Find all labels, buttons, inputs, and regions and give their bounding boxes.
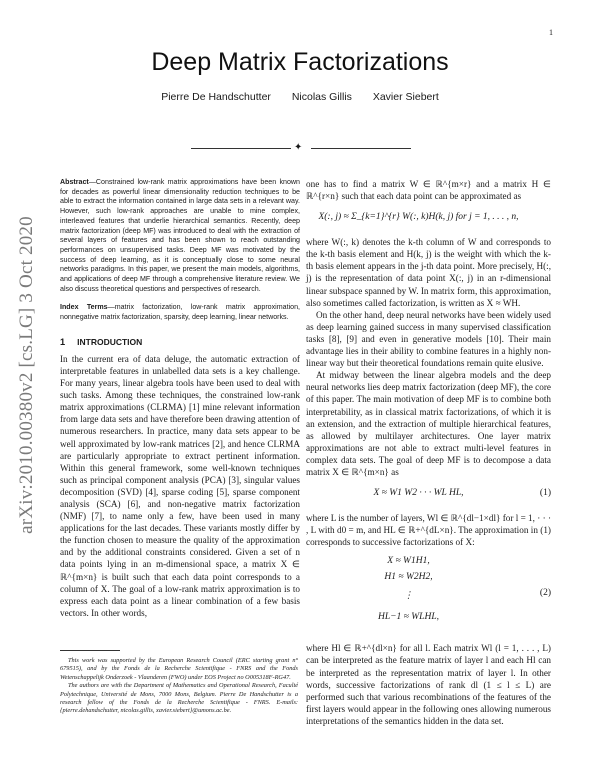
index-terms-label: Index Terms <box>60 303 108 312</box>
equation-1-math: X ≈ W1 W2 · · · WL HL, <box>373 488 464 499</box>
equation-2-line-3: ⋮ <box>403 591 414 602</box>
equation-0-math: X(:, j) ≈ Σ_{k=1}^{r} W(:, k)H(k, j) for j = 1, . . . , n, <box>318 212 519 223</box>
abstract <box>60 178 300 294</box>
index-terms-text: —matrix factorization, low-rank matrix approximation, nonnegative matrix factorization, sparsity, deep learning, linear networks. <box>60 303 301 322</box>
footnote-affiliation: The authors are with the Department of Mathematics and Operational Research, Faculté Polytechnique, Université de Mons, 7000 Mons, Belgium. Pierre De Handschutter is a research fellow of the Fonds de la Recherche Scientifique - FNRS. E-mails: {pierre.dehandschutter, nicolas.gillis, xavier.siebert}@umons.ac.be. <box>60 682 298 715</box>
title-divider <box>191 142 411 154</box>
equation-0 <box>306 208 551 230</box>
abstract-text: —Constrained low-rank matrix approximations have been known for decades as powerful linear dimensionality reduction techniques to be able to extract the information contained in large data sets in a relevant way. However, such low-rank approaches are unable to mine complex, interleaved features that underlie hierarchical semantics. Recently, deep matrix factorization (deep MF) was introduced to deal with the extraction of several layers of features and has been shown to reach outstanding performances on unsupervised tasks. Deep MF was motivated by the success of deep learning, as it is conceptually close to some neural networks paradigms. In this paper, we present the main models, algorithms, and applications of deep MF through a comprehensive literature review. We also discuss theoretical questions and perspectives of research. <box>60 178 300 293</box>
equation-2-line-2: H1 ≈ W2H2, <box>384 572 433 583</box>
paragraph-notation: where W(:, k) denotes the k-th column of W and corresponds to the k-th basis element and H(k, j) is the weight with which the k-th basis element appears in the j-th data point. More precisely, H(:, j) is the representation of data point X(:, j) in an r-dimensional linear subspace spanned by W. In matrix form, this approximation, also sometimes called factorization, is written as X ≈ WH. <box>306 237 551 308</box>
author-2: Nicolas Gillis <box>291 91 352 103</box>
arxiv-stamp-text: arXiv:2010.00380v2 [cs.LG] 3 Oct 2020 <box>16 216 37 534</box>
equation-2-tag: (2) <box>539 588 551 599</box>
footnote-rule <box>60 650 120 651</box>
right-column <box>306 178 551 727</box>
paragraph-factorization: one has to find a matrix W ∈ ℝ^{m×r} and a matrix H ∈ ℝ^{r×n} such that each data point can be approximated as <box>306 179 551 202</box>
author-3: Xavier Siebert <box>372 91 439 103</box>
equation-2 <box>306 552 551 634</box>
divider-line-left <box>191 148 291 149</box>
equation-1-tag: (1) <box>539 488 551 499</box>
abstract-label: Abstract <box>60 178 89 186</box>
footnote-funding: This work was supported by the European Research Council (ERC starting grant n° 679515), and by the Fonds de la Recherche Scientifique - FNRS and the Fonds Wetenschappelijk Onderzoek - Vlaanderen (FWO) under EOS Project no O005318F-RG47. <box>60 657 298 681</box>
author-list <box>0 91 600 103</box>
paragraph-deep-networks: On the other hand, deep neural networks have been widely used as deep learning gained success in many supervised classification tasks [8], [9] and even in generative models [10]. Their main advantage lies in their ability to combine features in a highly non-linear way but their theoretical foundations remain quite elusive. <box>306 309 551 369</box>
equation-1 <box>306 484 551 506</box>
section-title: INTRODUCTION <box>77 336 143 347</box>
equation-2-line-1: X ≈ W1H1, <box>387 556 430 567</box>
intro-paragraph: In the current era of data deluge, the automatic extraction of interpretable features in unlabelled data sets is a key challenge. For many years, linear algebra tools have been used to deal with such tasks. Among these techniques, the constrained low-rank matrix approximations (CLRMA) [1] mine relevant information from large data sets and have therefore been drawing attention of numerous researchers. In practice, many data sets appear to be well approximated by low-rank matrices [2], and hence CLRMA are particularly appropriate to extract pertinent information. Within this general framework, some well-known techniques such as principal component analysis (PCA) [3], singular values decomposition (SVD) [4], sparse coding [5], sparse component analysis (SCA) [6], and non-negative matrix factorization (NMF) [7], to name only a few, have been used in many applications for the last decades. These variants mostly differ by the function chosen to measure the quality of the approximation and by the additional constraints considered. Given a set of n data points lying in an m-dimensional space, a matrix X ∈ ℝ^{m×n} is built such that each data point corresponds to a column of X. The goal of a low-rank matrix approximation is to express each data point as a linear combination of a few basis vectors. In other words, <box>60 353 300 618</box>
paper-title: Deep Matrix Factorizations <box>151 48 449 76</box>
equation-2-line-4: HL−1 ≈ WLHL, <box>378 612 439 623</box>
section-number: 1 <box>60 336 66 347</box>
footnote <box>60 650 298 716</box>
paragraph-interpretation: where Hl ∈ ℝ+^{dl×n} for all l. Each matrix Wl (l = 1, . . . , L) can be interpreted as the feature matrix of layer l and each Hl can be interpreted as the representation matrix of layer l. In other words, successive factorizations of rank dl (1 ≤ l ≤ L) are performed such that various recombinations of the features of the first layers would appear in the following ones allowing numerous interpretations of the semantics hidden in the data set. <box>306 643 551 726</box>
divider-glyph: ✦ <box>294 142 303 153</box>
page-number: 1 <box>549 28 553 37</box>
left-column <box>60 178 300 619</box>
paragraph-layers: where L is the number of layers, Wl ∈ ℝ^{dl−1×dl} for l = 1, · · · , L with d0 = m, and HL ∈ ℝ+^{dL×n}. The approximation in (1) corresponds to successive factorizations of X: <box>306 513 552 548</box>
arxiv-stamp <box>4 195 50 555</box>
author-1: Pierre De Handschutter <box>161 91 271 103</box>
index-terms <box>60 303 300 322</box>
paragraph-deep-mf: At midway between the linear algebra models and the deep neural networks lies deep matrix factorization (deep MF), the core of this paper. The main motivation of deep MF is to combine both interpretability, as in classical matrix factorizations, of which it is an extension, and the extraction of multiple hierarchical features, as allowed by multilayer architectures. One layer matrix approximations are not able to extract multi-level features in complex data sets. The goal of deep MF is to decompose a data matrix X ∈ ℝ^{m×n} as <box>306 370 551 477</box>
section-heading <box>60 337 300 347</box>
divider-line-right <box>311 148 411 149</box>
